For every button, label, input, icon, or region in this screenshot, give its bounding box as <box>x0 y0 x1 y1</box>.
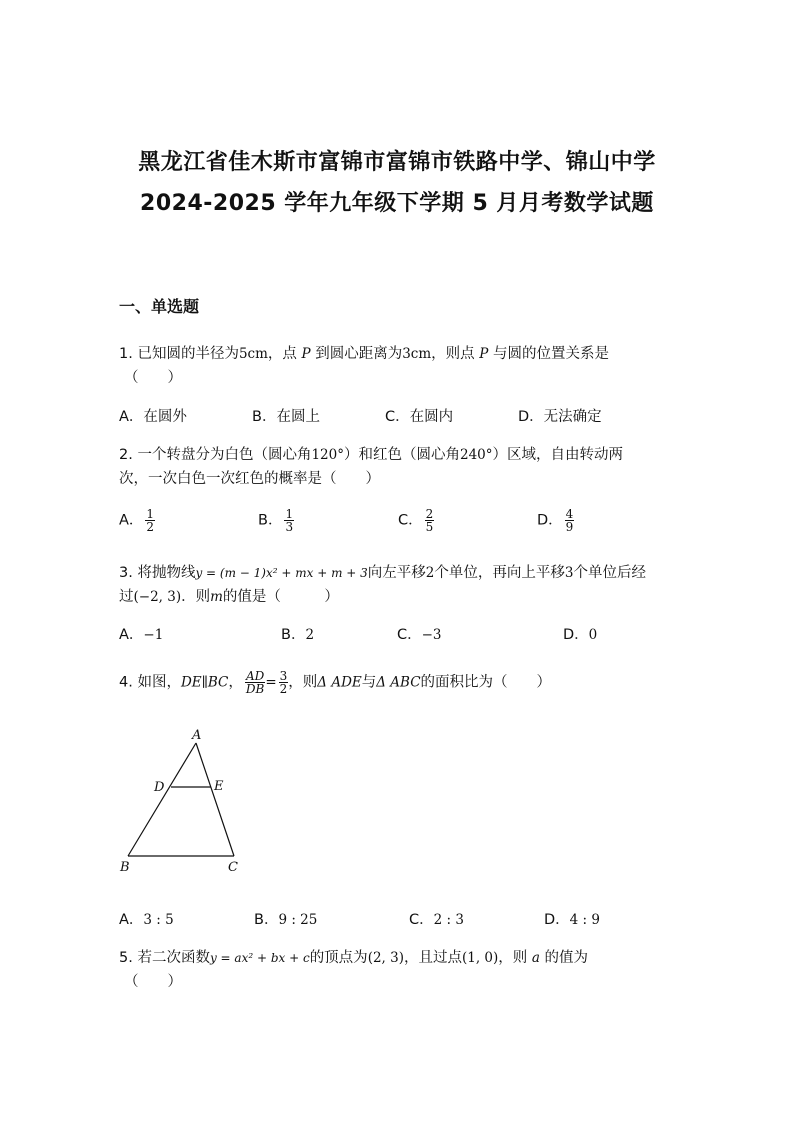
q5-text: 的值为 <box>539 950 589 966</box>
q3-option-d[interactable] <box>563 623 597 644</box>
q4-text: ， <box>228 674 243 691</box>
q4-ratio-value <box>279 670 289 695</box>
q1-text: ，点 <box>267 346 302 362</box>
q3-text: 过 <box>119 589 134 605</box>
option-label: A． <box>119 512 144 529</box>
vertex-label-b: B <box>120 860 130 875</box>
q1-point: P <box>479 346 489 362</box>
q1-blank: （ ） <box>124 370 182 386</box>
q5-text: 的顶点为 <box>309 950 368 966</box>
vertex-label-c: C <box>228 860 238 875</box>
option-label: B． <box>258 512 283 529</box>
fraction <box>425 508 435 533</box>
fraction-denominator: 5 <box>425 520 434 534</box>
q3-text: ．则 <box>181 589 211 605</box>
side-ac <box>196 743 234 856</box>
q1-text: ，则点 <box>431 346 480 362</box>
q5-function-expression: y = ax² + bx + c <box>209 951 310 965</box>
q5-text: 若二次函数 <box>137 950 210 966</box>
q1-option-a[interactable]: A．在圆外 <box>119 409 187 425</box>
q3-stem-line2 <box>119 585 339 606</box>
q2-stem-line2: 次，一次白色一次红色的概率是（ ） <box>119 471 380 487</box>
fraction <box>284 508 294 533</box>
q3-option-a[interactable] <box>119 623 163 644</box>
q1-number: 1. <box>119 346 133 362</box>
option-value: 9 : 25 <box>278 912 318 928</box>
q2-option-a[interactable] <box>119 508 155 533</box>
q3-text: 向左平移 <box>367 565 426 581</box>
q4-text: 如图， <box>137 674 181 691</box>
q4-text: 的面积比为（ ） <box>420 674 552 691</box>
option-value: 4 : 9 <box>569 912 600 928</box>
q4-option-d[interactable] <box>544 908 600 929</box>
q2-option-c[interactable] <box>398 508 434 533</box>
q4-ratio-fraction <box>245 670 265 695</box>
option-label: C． <box>398 512 423 529</box>
q2-option-d[interactable] <box>537 508 574 533</box>
fraction-denominator: 2 <box>146 520 155 534</box>
q4-text: 与 <box>361 674 377 691</box>
option-label: D． <box>563 627 589 643</box>
fraction-denominator: 3 <box>285 520 294 534</box>
option-value: 2 <box>305 627 315 643</box>
fraction-denominator: DB <box>245 682 265 696</box>
q5-blank: （ ） <box>124 974 182 990</box>
section-heading: 一、单选题 <box>119 297 200 316</box>
option-label: D． <box>537 512 563 529</box>
q1-radius: 5cm <box>238 346 268 362</box>
q5-point: (1, 0) <box>461 950 499 966</box>
q4-triangle-abc: Δ ABC <box>376 674 421 691</box>
vertex-label-e: E <box>214 779 224 794</box>
q2-text: ）区域，自由转动两 <box>492 447 624 463</box>
vertex-label-a: A <box>192 728 202 743</box>
option-label: A． <box>119 627 144 643</box>
option-label: B． <box>281 627 306 643</box>
q1-text: 到圆心距离为 <box>310 346 403 362</box>
q5-stem <box>119 946 588 967</box>
fraction-numerator: AD <box>245 669 265 683</box>
fraction-numerator: 1 <box>146 507 155 521</box>
vertex-label-d: D <box>154 780 165 795</box>
q2-text: ）和红色（圆心角 <box>343 447 460 463</box>
fraction <box>145 508 155 533</box>
fraction <box>565 508 575 533</box>
fraction-numerator: 3 <box>279 669 288 683</box>
q3-parabola-expression: y = (m − 1)x² + mx + m + 3 <box>195 566 368 580</box>
q3-shift-up: 3 <box>564 565 574 581</box>
q3-shift-left: 2 <box>425 565 435 581</box>
q3-text: 将抛物线 <box>137 565 196 581</box>
triangle-figure <box>112 725 252 880</box>
fraction-denominator: 2 <box>279 682 288 696</box>
option-value: −3 <box>421 627 442 643</box>
q3-text: 的值是（ ） <box>222 589 339 605</box>
fraction-numerator: 1 <box>285 507 294 521</box>
option-label: D． <box>544 912 570 928</box>
q3-variable: m <box>210 589 223 605</box>
q5-variable: a <box>531 950 540 966</box>
q5-number: 5. <box>119 950 133 966</box>
q2-red-angle: 240° <box>459 447 493 463</box>
option-label: A． <box>119 912 144 928</box>
q2-white-angle: 120° <box>311 447 344 463</box>
q1-distance: 3cm <box>402 346 432 362</box>
q1-option-c[interactable]: C．在圆内 <box>385 409 454 425</box>
option-label: C． <box>397 627 422 643</box>
q1-option-b[interactable]: B．在圆上 <box>252 409 320 425</box>
q3-point: (−2, 3) <box>133 589 182 605</box>
q3-text: 个单位，再向上平移 <box>434 565 565 581</box>
option-value: 2 : 3 <box>433 912 464 928</box>
q2-number: 2. <box>119 447 133 463</box>
q3-stem <box>119 561 646 582</box>
option-label: B． <box>254 912 279 928</box>
q4-option-b[interactable] <box>254 908 317 929</box>
option-label: C． <box>409 912 434 928</box>
q3-number: 3. <box>119 565 133 581</box>
q4-text: ，则 <box>288 674 318 691</box>
q4-parallel-relation: DE∥BC <box>180 674 229 691</box>
q3-option-c[interactable] <box>397 623 442 644</box>
q2-text: 一个转盘分为白色（圆心角 <box>137 447 312 463</box>
exam-title-line2: 2024-2025 学年九年级下学期 5 月月考数学试题 <box>140 191 654 216</box>
q1-text: 与圆的位置关系是 <box>488 346 609 362</box>
exam-title-line1: 黑龙江省佳木斯市富锦市富锦市铁路中学、锦山中学 <box>138 150 656 175</box>
q1-stem <box>119 342 609 363</box>
q3-text: 个单位后经 <box>573 565 646 581</box>
side-ab <box>128 743 196 856</box>
fraction-numerator: 2 <box>425 507 434 521</box>
q5-text: ，则 <box>498 950 532 966</box>
equals-sign: = <box>265 674 277 691</box>
q5-vertex: (2, 3) <box>367 950 404 966</box>
q1-option-d[interactable]: D．无法确定 <box>518 409 602 425</box>
q2-stem <box>119 443 623 464</box>
q4-option-a[interactable] <box>119 908 174 929</box>
fraction-numerator: 4 <box>565 507 574 521</box>
q3-option-b[interactable] <box>281 623 314 644</box>
option-value: 3 : 5 <box>143 912 174 928</box>
option-value: 0 <box>588 627 598 643</box>
q4-option-c[interactable] <box>409 908 464 929</box>
option-value: −1 <box>143 627 164 643</box>
fraction-denominator: 9 <box>565 520 574 534</box>
q4-triangle-ade: Δ ADE <box>317 674 362 691</box>
q1-text: 已知圆的半径为 <box>137 346 239 362</box>
q2-option-b[interactable] <box>258 508 294 533</box>
q4-stem <box>119 670 551 695</box>
q5-text: ，且过点 <box>403 950 462 966</box>
q4-number: 4. <box>119 674 133 691</box>
q1-point: P <box>301 346 311 362</box>
